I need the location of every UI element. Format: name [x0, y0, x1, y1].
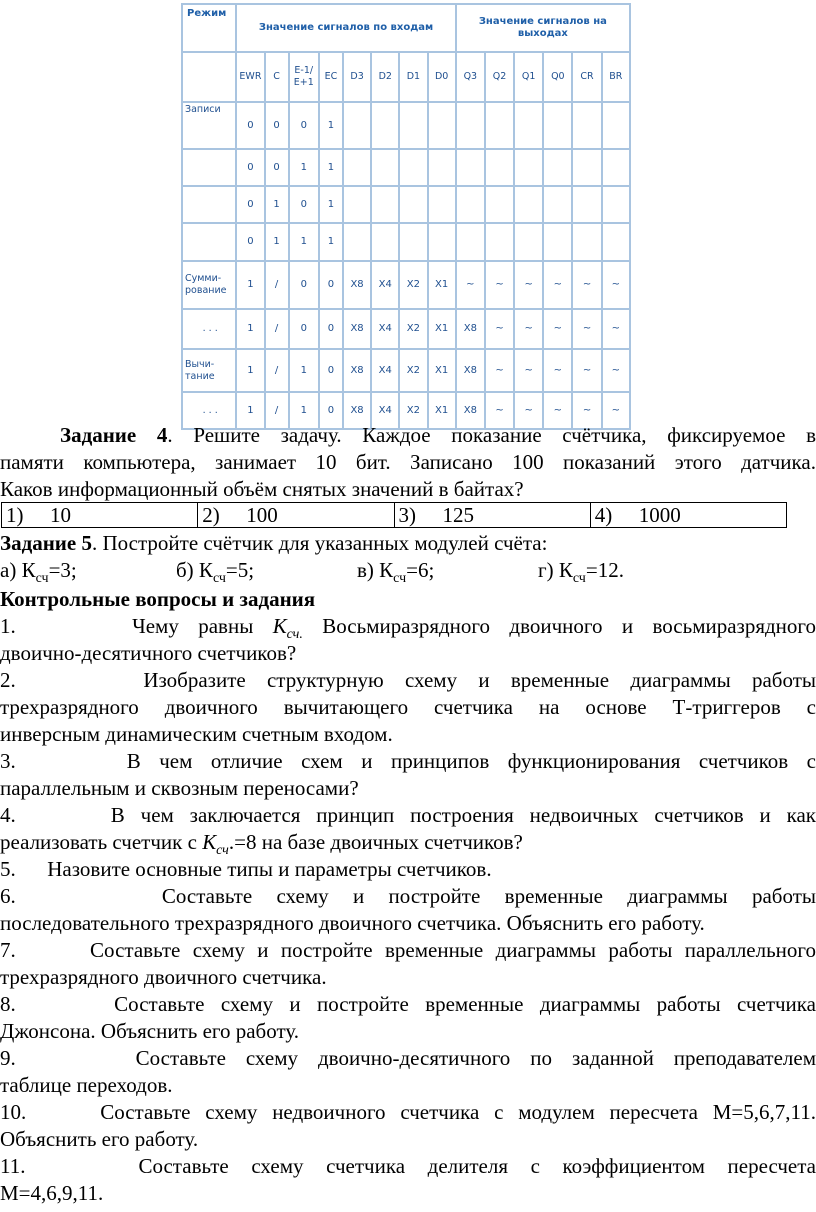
mode-cell: Записи	[182, 102, 236, 149]
table-cell	[343, 186, 371, 223]
column-header: Q3	[456, 52, 485, 102]
question-10-line1: 10. Составьте схему недвоичного счетчика с модулем пересчета М=5,6,7,11.	[0, 1100, 816, 1124]
table-cell	[602, 149, 630, 186]
table-cell: 1	[319, 186, 343, 223]
column-header: Q0	[543, 52, 572, 102]
column-header: D2	[371, 52, 399, 102]
table-row	[182, 309, 630, 349]
control-title: Контрольные вопросы и задания	[0, 587, 316, 611]
header-mode: Режим	[182, 4, 236, 52]
table-cell: ~	[602, 392, 630, 429]
table-row	[182, 186, 630, 223]
table-cell	[371, 223, 399, 261]
question-1-line2: двоично-десятичного счетчиков?	[0, 641, 297, 665]
table-cell: /	[265, 392, 289, 429]
table-cell	[371, 102, 399, 149]
table-cell	[602, 102, 630, 149]
option-cell-3: 3) 125	[394, 503, 590, 528]
mode-cell: Сумми- рование	[182, 261, 236, 309]
question-3-line2: параллельным и сквозным переносами?	[0, 776, 359, 800]
table-cell: 0	[236, 102, 264, 149]
table-cell: 0	[289, 186, 319, 223]
task4-line1-text: . Решите задачу. Каждое показание счётчика, фиксируемое в	[167, 423, 816, 447]
column-header: Q2	[485, 52, 514, 102]
table-cell: 1	[265, 223, 289, 261]
question-10-line2: Объяснить его работу.	[0, 1127, 199, 1151]
question-9-line1: 9. Составьте схему двоично-десятичного по заданной преподавателем	[0, 1046, 816, 1070]
table-cell: X8	[456, 309, 485, 349]
question-8-line2: Джонсона. Объяснить его работу.	[0, 1019, 300, 1043]
table-cell: X2	[399, 392, 427, 429]
question-11-line2: М=4,6,9,11.	[0, 1181, 104, 1205]
table-cell	[514, 149, 543, 186]
table-cell: ~	[514, 349, 543, 392]
option-cell-1: 1) 10	[2, 503, 198, 528]
table-cell: ~	[602, 349, 630, 392]
table-cell: 1	[265, 186, 289, 223]
table-cell: ~	[514, 392, 543, 429]
table-cell: 1	[236, 392, 264, 429]
option-cell-4: 4) 1000	[590, 503, 786, 528]
table-row	[182, 349, 630, 392]
table-cell	[572, 149, 601, 186]
signal-table	[181, 3, 631, 430]
table-cell	[514, 223, 543, 261]
table-cell	[602, 223, 630, 261]
table-cell: X8	[343, 309, 371, 349]
table-cell: X4	[371, 261, 399, 309]
table-cell	[428, 149, 456, 186]
question-8-line1: 8. Составьте схему и постройте временные диаграммы работы счетчика	[0, 992, 816, 1016]
table-cell: 0	[319, 261, 343, 309]
table-cell	[572, 223, 601, 261]
question-2-line3: инверсным динамическим счетным входом.	[0, 722, 393, 746]
table-cell	[514, 186, 543, 223]
table-cell: ~	[543, 349, 572, 392]
table-cell: /	[265, 261, 289, 309]
table-cell	[428, 186, 456, 223]
table-cell: 1	[236, 261, 264, 309]
table-row	[182, 261, 630, 309]
table-cell: ~	[543, 261, 572, 309]
table-cell	[485, 223, 514, 261]
table-cell	[543, 149, 572, 186]
table-cell	[602, 186, 630, 223]
table-cell: ~	[485, 309, 514, 349]
table-cell: X1	[428, 392, 456, 429]
mode-cell	[182, 149, 236, 186]
table-cell: /	[265, 349, 289, 392]
column-header: D3	[343, 52, 371, 102]
table-cell: ~	[543, 309, 572, 349]
table-cell	[485, 102, 514, 149]
table-cell	[485, 149, 514, 186]
table-row	[182, 102, 630, 149]
table-cell: 0	[289, 261, 319, 309]
table-cell	[543, 223, 572, 261]
column-header: Q1	[514, 52, 543, 102]
task5-item-d: г) $К_{сч}=12$.	[538, 558, 624, 587]
table-cell: ~	[485, 392, 514, 429]
table-row	[182, 223, 630, 261]
table-cell: ~	[602, 309, 630, 349]
task5-line: Задание 5. Постройте счётчик для указанных модулей счёта:	[0, 531, 548, 555]
table-cell	[456, 102, 485, 149]
table-cell: ~	[514, 261, 543, 309]
table-cell: X1	[428, 309, 456, 349]
table-cell: X2	[399, 309, 427, 349]
answer-options-table	[1, 502, 787, 528]
question-2-line1: 2. Изобразите структурную схему и временные диаграммы работы	[0, 668, 816, 692]
table-cell: 1	[319, 223, 343, 261]
question-7-line2: трехразрядного двоичного счетчика.	[0, 965, 327, 989]
table-cell	[343, 102, 371, 149]
question-7-line1: 7. Составьте схему и постройте временные диаграммы работы параллельного	[0, 938, 816, 962]
table-cell: X4	[371, 349, 399, 392]
column-header: D0	[428, 52, 456, 102]
table-cell	[456, 186, 485, 223]
table-cell	[572, 186, 601, 223]
question-6-line1: 6. Составьте схему и постройте временные диаграммы работы	[0, 884, 816, 908]
column-header: C	[265, 52, 289, 102]
table-cell	[514, 102, 543, 149]
task5-item-b: б) $К_{сч}=5$;	[176, 558, 255, 587]
table-cell	[428, 102, 456, 149]
table-cell: 0	[289, 309, 319, 349]
column-header: D1	[399, 52, 427, 102]
table-cell	[399, 149, 427, 186]
question-4-line2: реализовать счетчик с $К_{сч}.=8$ на базе двоичных счетчиков?	[0, 830, 523, 859]
table-cell: ~	[572, 392, 601, 429]
task4-title: Задание 4	[60, 423, 168, 447]
table-cell: 0	[236, 223, 264, 261]
task5-title: Задание 5	[0, 531, 92, 555]
table-cell: 1	[236, 349, 264, 392]
question-4-line1: 4. В чем заключается принцип построения недвоичных счетчиков и как	[0, 803, 816, 827]
table-cell: X8	[343, 261, 371, 309]
question-2-line2: трехразрядного двоичного вычитающего счетчика на основе Т-триггеров с	[0, 695, 816, 719]
table-cell: 0	[319, 392, 343, 429]
header-empty-cell	[182, 52, 236, 102]
column-header: E-1/ E+1	[289, 52, 319, 102]
column-header: CR	[572, 52, 601, 102]
table-cell: /	[265, 309, 289, 349]
table-cell: ~	[514, 309, 543, 349]
question-5: 5. Назовите основные типы и параметры счетчиков.	[0, 857, 492, 881]
mode-cell: . . .	[182, 392, 236, 429]
table-cell	[485, 186, 514, 223]
table-cell	[343, 223, 371, 261]
table-cell	[343, 149, 371, 186]
table-cell	[399, 223, 427, 261]
table-cell	[572, 102, 601, 149]
header-inputs: Значение сигналов по входам	[236, 4, 455, 52]
option-cell-2: 2) 100	[198, 503, 394, 528]
table-cell: 1	[289, 392, 319, 429]
table-cell: ~	[572, 261, 601, 309]
table-cell: ~	[456, 261, 485, 309]
table-cell: 1	[319, 102, 343, 149]
column-header: BR	[602, 52, 630, 102]
question-1-line1: 1. Чему равны $К_{сч.}$ Восьмиразрядного двоичного и восьмиразрядного	[0, 614, 816, 643]
table-cell: 1	[289, 349, 319, 392]
table-cell: 0	[289, 102, 319, 149]
column-header: EWR	[236, 52, 264, 102]
table-cell: 0	[236, 149, 264, 186]
task4-line1	[0, 422, 816, 448]
table-cell	[371, 149, 399, 186]
table-cell: X4	[371, 392, 399, 429]
mode-cell	[182, 186, 236, 223]
task5-item-c: в) $К_{сч}=6$;	[357, 558, 435, 587]
table-cell: ~	[572, 309, 601, 349]
table-cell	[371, 186, 399, 223]
table-cell: X2	[399, 261, 427, 309]
table-cell: 1	[319, 149, 343, 186]
table-cell: 0	[265, 102, 289, 149]
table-cell: ~	[572, 349, 601, 392]
question-11-line1: 11. Составьте схему счетчика делителя с коэффициентом пересчета	[0, 1154, 816, 1178]
table-cell: X1	[428, 349, 456, 392]
table-cell: X8	[456, 392, 485, 429]
table-cell	[543, 186, 572, 223]
table-cell: 0	[319, 349, 343, 392]
table-cell: ~	[543, 392, 572, 429]
column-header: EC	[319, 52, 343, 102]
table-cell: 0	[319, 309, 343, 349]
table-cell: ~	[485, 349, 514, 392]
task4-line2: памяти компьютера, занимает 10 бит. Записано 100 показаний этого датчика.	[0, 450, 816, 474]
mode-cell: . . .	[182, 309, 236, 349]
table-cell: 1	[289, 223, 319, 261]
table-row	[182, 149, 630, 186]
question-6-line2: последовательного трехразрядного двоичного счетчика. Объяснить его работу.	[0, 911, 705, 935]
table-cell: 0	[236, 186, 264, 223]
table-cell	[456, 149, 485, 186]
table-cell	[428, 223, 456, 261]
question-9-line2: таблице переходов.	[0, 1073, 173, 1097]
table-cell	[399, 186, 427, 223]
table-cell: X1	[428, 261, 456, 309]
table-cell: 1	[289, 149, 319, 186]
table-cell: ~	[602, 261, 630, 309]
table-cell: X8	[343, 349, 371, 392]
table-cell	[456, 223, 485, 261]
table-cell: 0	[265, 149, 289, 186]
task5-item-a: а) $К_{сч}=3$;	[0, 558, 77, 587]
table-cell	[399, 102, 427, 149]
table-cell: X8	[456, 349, 485, 392]
table-cell: X2	[399, 349, 427, 392]
table-cell	[543, 102, 572, 149]
mode-cell: Вычи- тание	[182, 349, 236, 392]
task4-line3: Каков информационный объём снятых значений в байтах?	[0, 477, 524, 501]
question-3-line1: 3. В чем отличие схем и принципов функционирования счетчиков с	[0, 749, 816, 773]
table-cell: X8	[343, 392, 371, 429]
table-cell: 1	[236, 309, 264, 349]
table-cell: X4	[371, 309, 399, 349]
header-outputs: Значение сигналов на выходах	[456, 4, 630, 52]
mode-cell	[182, 223, 236, 261]
table-cell: ~	[485, 261, 514, 309]
